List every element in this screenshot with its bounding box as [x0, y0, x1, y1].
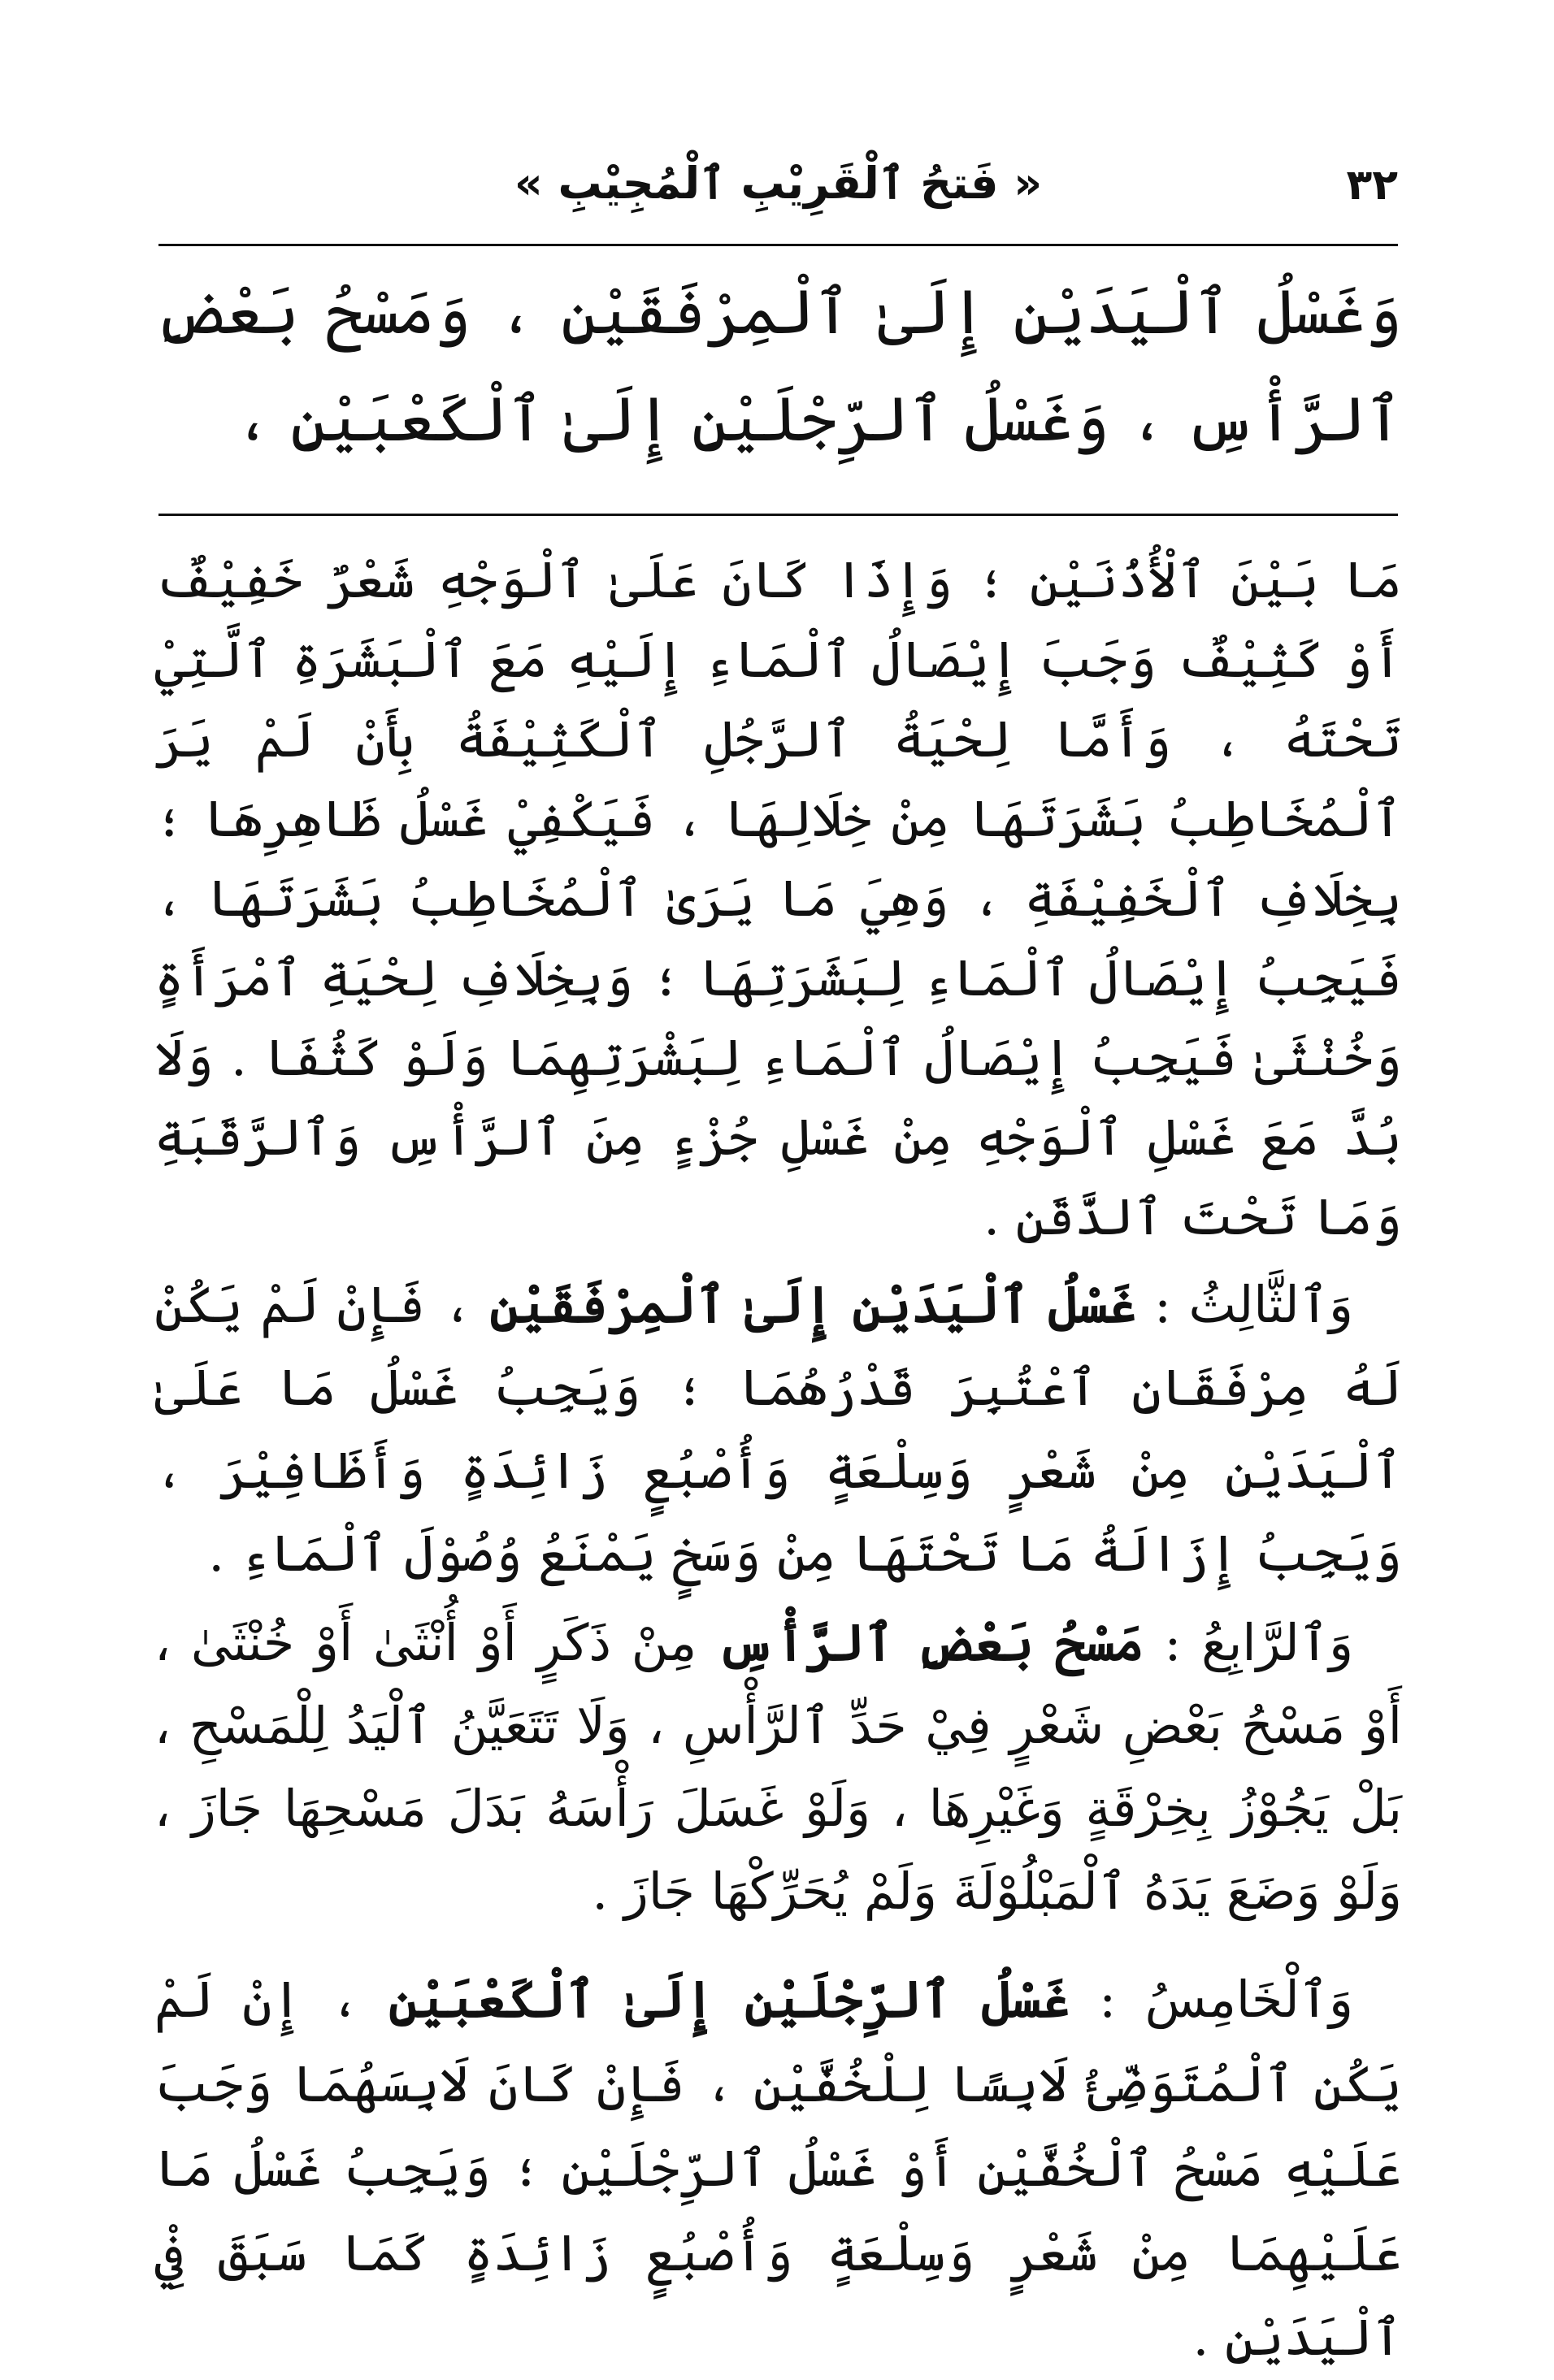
matn-term-head: مَسْحُ بَعْضِ ٱلرَّأْسِ	[717, 1613, 1144, 1672]
paragraph-lead: وَٱلْخَامِسُ :	[1070, 1970, 1353, 2029]
paragraph-lead: وَٱلرَّابِعُ :	[1144, 1613, 1354, 1672]
page-number: ٣٢	[1346, 161, 1398, 210]
commentary-paragraph-4	[154, 1957, 1402, 2380]
paragraph-body: مِنْ ذَكَرٍ أَوْ أُنْثَىٰ أَوْ خُنْثَىٰ ، أَوْ مَسْحُ بَعْضِ شَعْرٍ فِيْ حَدِّ ٱلرَّأْسِ ، وَلَا تَتَعَيَّنُ ٱلْيَدُ لِلْمَسْحِ ، بَلْ يَجُوْزُ بِخِرْقَةٍ وَغَيْرِهَا ، وَلَوْ غَسَلَ رَأْسَهُ بَدَلَ مَسْحِهَا جَازَ ، وَلَوْ وَضَعَ يَدَهُ ٱلْمَبْلُوْلَةَ وَلَمْ يُحَرِّكْهَا جَازَ .	[154, 1613, 1402, 1921]
header-rule	[158, 244, 1398, 246]
paragraph-body: ، فَإِنْ لَمْ يَكُنْ لَهُ مِرْفَقَانِ ٱعْتُبِرَ قَدْرُهُمَا ؛ وَيَجِبُ غَسْلُ مَا عَلَىٰ ٱلْيَدَيْنِ مِنْ شَعْرٍ وَسِلْعَةٍ وَأُصْبُعٍ زَائِدَةٍ وَأَظَافِيْرَ ، وَيَجِبُ إِزَالَةُ مَا تَحْتَهَا مِنْ وَسَخٍ يَمْنَعُ وُصُوْلَ ٱلْمَاءِ .	[154, 1275, 1402, 1583]
page-header	[158, 146, 1398, 228]
commentary-paragraph-1: مَا بَيْنَ ٱلْأُذُنَيْنِ ؛ وَإِذَا كَانَ عَلَىٰ ٱلْوَجْهِ شَعْرٌ خَفِيْفٌ أَوْ كَثِيْفٌ وَجَبَ إِيْصَالُ ٱلْمَاءِ إِلَيْهِ مَعَ ٱلْبَشَرَةِ ٱلَّتِيْ تَحْتَهُ ، وَأَمَّا لِحْيَةُ ٱلرَّجُلِ ٱلْكَثِيْفَةُ بِأَنْ لَمْ يَرَ ٱلْمُخَاطِبُ بَشَرَتَهَا مِنْ خِلَالِهَا ، فَيَكْفِيْ غَسْلُ ظَاهِرِهَا ؛ بِخِلَافِ ٱلْخَفِيْفَةِ ، وَهِيَ مَا يَرَىٰ ٱلْمُخَاطِبُ بَشَرَتَهَا ، فَيَجِبُ إِيْصَالُ ٱلْمَاءِ لِبَشَرَتِهَا ؛ وَبِخِلَافِ لِحْيَةِ ٱمْرَأَةٍ وَخُنْثَىٰ فَيَجِبُ إِيْصَالُ ٱلْمَاءِ لِبَشْرَتِهِمَا وَلَوْ كَثُفَا . وَلَا بُدَّ مَعَ غَسْلِ ٱلْوَجْهِ مِنْ غَسْلِ جُزْءٍ مِنَ ٱلرَّأْسِ وَٱلرَّقَبَةِ وَمَا تَحْتَ ٱلذَّقَنِ .	[154, 550, 1402, 1246]
matn-separator-rule	[158, 514, 1398, 516]
matn-text: وَغَسْلُ ٱلْيَدَيْنِ إِلَىٰ ٱلْمِرْفَقَيْنِ ، وَمَسْحُ بَعْضِ ٱلرَّأْسِ ، وَغَسْلُ ٱلرِّجْلَيْنِ إِلَىٰ ٱلْكَعْبَيْنِ ،	[154, 275, 1402, 455]
commentary-paragraph-2	[154, 1264, 1402, 1595]
matn-term-arms: غَسْلُ ٱلْيَدَيْنِ إِلَىٰ ٱلْمِرْفَقَيْنِ	[489, 1275, 1137, 1334]
commentary-paragraph-3	[154, 1602, 1402, 1933]
matn-term-feet: غَسْلُ ٱلرِّجْلَيْنِ إِلَىٰ ٱلْكَعْبَيْنِ	[388, 1970, 1070, 2029]
paragraph-lead: وَٱلثَّالِثُ :	[1136, 1275, 1353, 1334]
commentary	[154, 540, 1402, 2367]
paragraph-body: ، إِنْ لَمْ يَكُنِ ٱلْمُتَوَضِّئُ لَابِسًا لِلْخُفَّيْنِ ، فَإِنْ كَانَ لَابِسَهُمَا وَجَبَ عَلَيْهِ مَسْحُ ٱلْخُفَّيْنِ أَوْ غَسْلُ ٱلرِّجْلَيْنِ ؛ وَيَجِبُ غَسْلُ مَا عَلَيْهِمَا مِنْ شَعْرٍ وَسِلْعَةٍ وَأُصْبُعٍ زَائِدَةٍ كَمَا سَبَقَ فِيْ ٱلْيَدَيْنِ .	[154, 1970, 1402, 2367]
running-title: « فَتحُ ٱلْقَرِيْبِ ٱلْمُجِيْبِ »	[514, 158, 1043, 209]
